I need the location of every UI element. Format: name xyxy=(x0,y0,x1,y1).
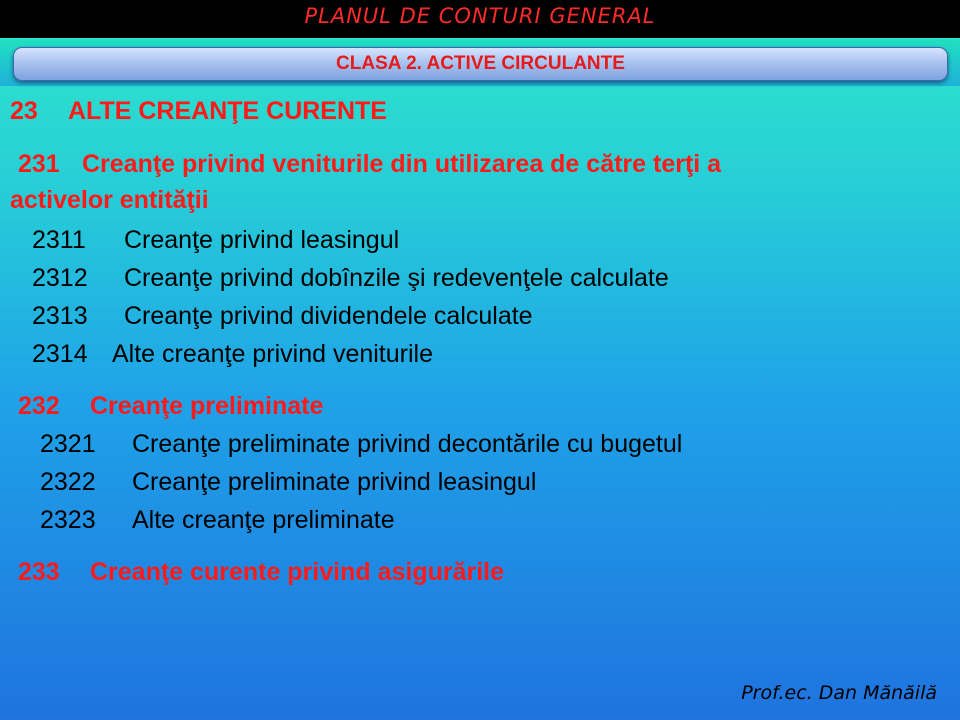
account-233-heading xyxy=(18,558,504,587)
account-label: Creanţe privind veniturile din utilizarea de către terţi a xyxy=(82,150,722,178)
account-code: 232 xyxy=(18,392,60,420)
list-item xyxy=(32,226,399,255)
account-label: Creanţe preliminate xyxy=(90,392,324,420)
account-232-heading xyxy=(18,392,323,421)
sub-account-label: Creanţe privind dividendele calculate xyxy=(124,302,533,330)
list-item xyxy=(40,468,536,497)
list-item xyxy=(32,340,433,369)
class-banner-label: CLASA 2. ACTIVE CIRCULANTE xyxy=(336,53,625,74)
sub-account-label: Creanţe preliminate privind leasingul xyxy=(132,468,537,496)
group-label: ALTE CREANŢE CURENTE xyxy=(68,97,387,125)
account-label: Creanţe curente privind asigurările xyxy=(90,558,505,586)
account-231-heading xyxy=(18,150,721,179)
sub-account-code: 2322 xyxy=(40,468,96,496)
list-item xyxy=(32,264,669,293)
sub-account-code: 2313 xyxy=(32,302,88,330)
author-credit: Prof.ec. Dan Mănăilă xyxy=(741,682,937,704)
page-title: PLANUL DE CONTURI GENERAL xyxy=(304,4,656,28)
list-item xyxy=(32,302,533,331)
sub-account-label: Creanţe privind leasingul xyxy=(124,226,400,254)
sub-account-code: 2314 xyxy=(32,340,88,368)
list-item xyxy=(40,430,682,459)
account-code: 231 xyxy=(18,150,60,178)
sub-account-code: 2323 xyxy=(40,506,96,534)
sub-account-label: Alte creanţe privind veniturile xyxy=(112,340,433,368)
list-item xyxy=(40,506,395,535)
sub-account-label: Creanţe privind dobînzile şi redevenţele calculate xyxy=(124,264,669,292)
group-heading xyxy=(10,97,387,126)
sub-account-code: 2321 xyxy=(40,430,96,458)
account-231-heading-cont: activelor entităţii xyxy=(10,186,209,214)
account-code: 233 xyxy=(18,558,60,586)
sub-account-code: 2312 xyxy=(32,264,88,292)
sub-account-code: 2311 xyxy=(32,226,86,254)
group-code: 23 xyxy=(10,97,38,125)
sub-account-label: Creanţe preliminate privind decontările cu bugetul xyxy=(132,430,683,458)
sub-account-label: Alte creanţe preliminate xyxy=(132,506,395,534)
class-banner xyxy=(13,47,948,81)
